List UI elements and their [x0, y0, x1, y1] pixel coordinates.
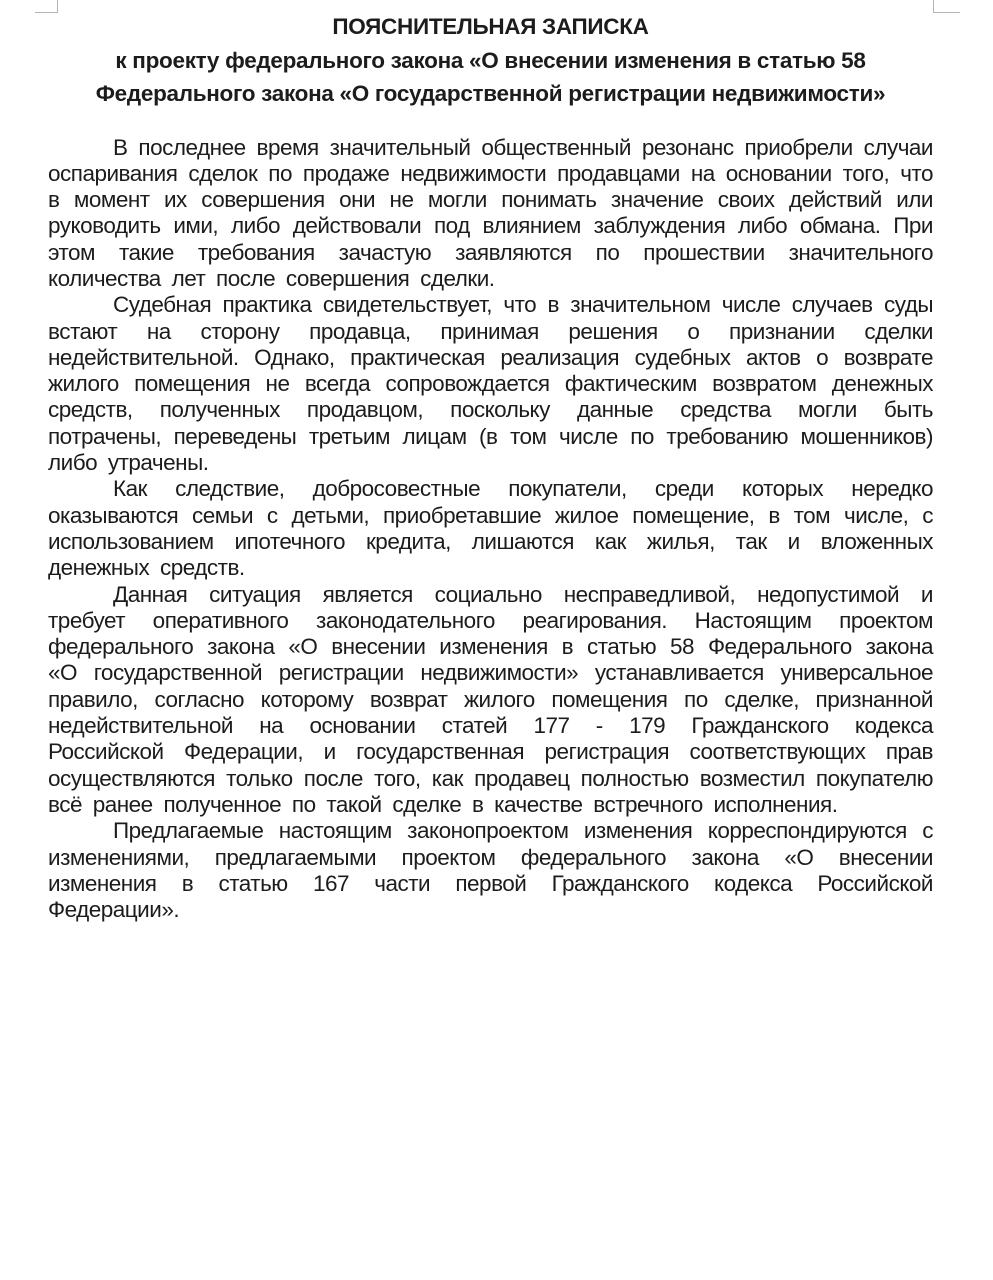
paragraph-1: В последнее время значительный общественный резонанс приобрели случаи оспаривания сделок по продаже недвижимости продавцами на основании того, что в момент их совершения они не могли понимать значение своих действий или руководить ими, либо действовали под влиянием заблуждения либо обмана. При этом такие требования зачастую заявляются по прошествии значительного количества лет после совершения сделки. [48, 134, 933, 291]
document-subtitle-line-1: к проекту федерального закона «О внесении изменения в статью 58 [115, 47, 866, 73]
crop-mark-top-left-icon [35, 0, 58, 13]
document-header [0, 0, 993, 111]
paragraph-3: Как следствие, добросовестные покупатели, среди которых нередко оказываются семьи с детьми, приобретавшие жилое помещение, в том числе, с использованием ипотечного кредита, лишаются как жилья, так и вложенных денежных средств. [48, 476, 933, 581]
document-subtitle-line-2: Федерального закона «О государственной регистрации недвижимости» [95, 81, 886, 106]
document-body [0, 111, 993, 924]
crop-mark-top-right-icon [933, 0, 960, 13]
paragraph-4: Данная ситуация является социально несправедливой, недопустимой и требует оперативного законодательного реагирования. Настоящим проектом федерального закона «О внесении изменения в статью 58 Федерального закона «О государственной регистрации недвижимости» устанавливается универсальное правило, согласно которому возврат жилого помещения по сделке, признанной недействительной на основании статей 177 - 179 Гражданского кодекса Российской Федерации, и государственная регистрация соответствующих прав осуществляются только после того, как продавец полностью возместил покупателю всё ранее полученное по такой сделке в качестве встречного исполнения. [48, 581, 933, 817]
paragraph-5: Предлагаемые настоящим законопроектом изменения корреспондируются с изменениями, предлагаемыми проектом федерального закона «О внесении изменения в статью 167 части первой Гражданского кодекса Российской Федерации». [48, 818, 933, 923]
document-title: ПОЯСНИТЕЛЬНАЯ ЗАПИСКА [332, 14, 649, 39]
paragraph-2: Судебная практика свидетельствует, что в значительном числе случаев суды встают на сторону продавца, принимая решения о признании сделки недействительной. Однако, практическая реализация судебных актов о возврате жилого помещения не всегда сопровождается фактическим возвратом денежных средств, полученных продавцом, поскольку данные средства могли быть потрачены, переведены третьим лицам (в том числе по требованию мошенников) либо утрачены. [48, 292, 933, 476]
